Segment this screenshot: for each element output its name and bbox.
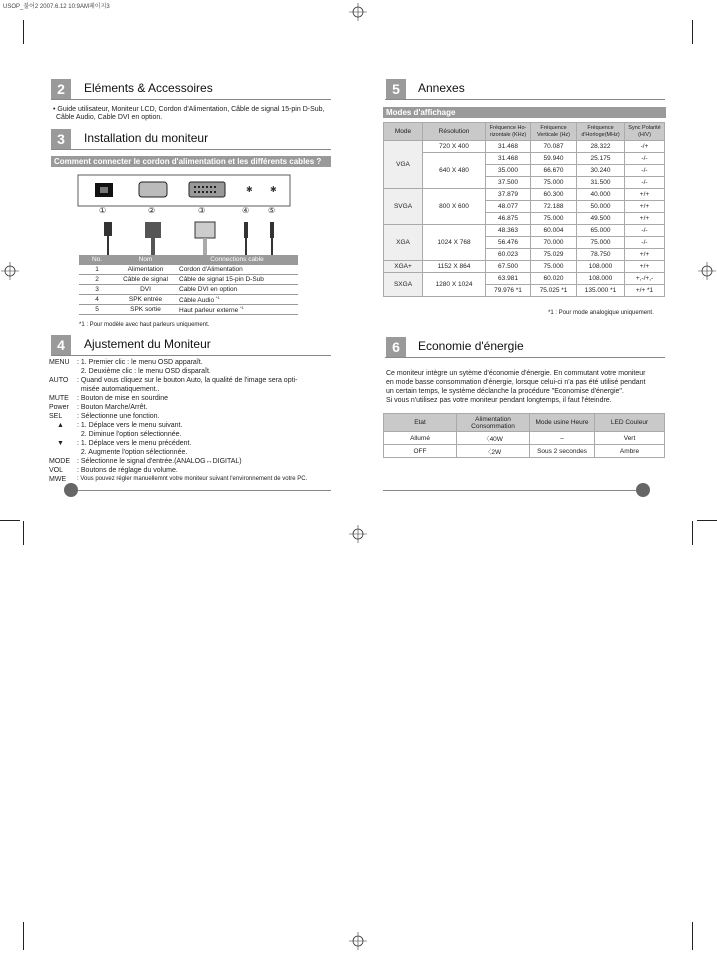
table-row: VGA 720 X 400 31.468 70.087 28.322 -/+: [384, 141, 665, 153]
column-header: No.: [79, 255, 115, 265]
column-header: Nom: [115, 255, 176, 265]
section-rule: [51, 355, 331, 356]
registration-mark-icon: [349, 3, 367, 21]
footnote-ref: *1: [240, 305, 244, 311]
table-row: 46.875 75.000 49.500 +/+: [384, 213, 665, 225]
crop-mark: [692, 922, 693, 950]
page-dot: [636, 483, 650, 497]
section-rule: [385, 357, 665, 358]
crop-mark: [697, 520, 717, 521]
energy-text: un certain temps, le système déclanche la procédure "Economise d'énergie".: [386, 388, 624, 395]
crop-mark: [0, 520, 20, 521]
display-modes-table: [383, 122, 665, 297]
table-row: 2 Câble de signal Câble de signal 15-pin D-Sub: [79, 275, 298, 285]
section-number: 6: [386, 337, 406, 357]
table-row: OFF 〈2W Sous 2 secondes Ambre: [384, 445, 665, 458]
column-header: Résolution: [423, 123, 486, 141]
table-row: 4 SPK entrée Câble Audio $^{*1}$: [79, 295, 298, 305]
column-header: Connections cable: [176, 255, 298, 265]
file-slug: USOP_불어2 2007.6.12 10:9AM페이지3: [3, 4, 110, 10]
energy-text: en mode basse consommation d'énergie, lorsque celui-ci n'a pas été utilisé pendant: [386, 379, 646, 386]
section-number: 5: [386, 79, 406, 99]
section-number: 4: [51, 335, 71, 355]
column-header: Mode: [384, 123, 423, 141]
svg-text:✱: ✱: [270, 185, 277, 194]
energy-text: Si vous n'utilisez pas votre moniteur pendant longtemps, il faut l'éteindre.: [386, 397, 612, 404]
accessories-text: • Guide utilisateur, Moniteur LCD, Cordon d'Alimentation, Câble de signal 15-pin D-Sub,: [53, 106, 325, 113]
footer-rule: [78, 490, 331, 491]
section-rule: [385, 99, 665, 100]
registration-mark-icon: [349, 525, 367, 543]
section-title: Eléments & Accessoires: [84, 81, 213, 95]
column-header: Fréquence Verticale (Hz): [531, 123, 577, 141]
table-row: Allumé 〈40W – Vert: [384, 432, 665, 445]
table-row: 640 X 480 31.468 59.940 25.175 -/-: [384, 153, 665, 165]
section-number: 2: [51, 79, 71, 99]
table-row: XGA+ 1152 X 864 67.500 75.000 108.000 +/+: [384, 261, 665, 273]
connector-marker: ③: [198, 206, 206, 215]
table-row: 35.000 66.670 30.240 -/-: [384, 165, 665, 177]
up-arrow-icon: ▲: [57, 422, 64, 429]
column-header: Fréquence Ho-rizontale (KHz): [486, 123, 531, 141]
table-row: 79.976 *1 75.025 *1 135.000 *1 +/+ *1: [384, 285, 665, 297]
column-header: Sync Polarité (H/V): [625, 123, 665, 141]
section-title: Ajustement du Moniteur: [84, 337, 211, 351]
crop-mark: [23, 20, 24, 44]
table-row: SVGA 800 X 600 37.879 60.300 40.000 +/+: [384, 189, 665, 201]
column-header: Fréquence d'Horloge(MHz): [577, 123, 625, 141]
section-title: Economie d'énergie: [418, 339, 524, 353]
column-header: Mode usine Heure: [530, 414, 595, 432]
registration-mark-icon: [698, 262, 716, 280]
column-header: LED Couleur: [595, 414, 665, 432]
section-title: Installation du moniteur: [84, 131, 209, 145]
table-row: XGA 1024 X 768 48.363 60.004 65.000 -/-: [384, 225, 665, 237]
crop-mark: [692, 20, 693, 44]
registration-mark-icon: [349, 932, 367, 950]
registration-mark-icon: [1, 262, 19, 280]
section-title: Annexes: [418, 81, 465, 95]
connector-marker: ④: [242, 206, 250, 215]
energy-text: Ce moniteur intègre un sytème d'économie d'énergie. En commutant votre moniteur: [386, 370, 646, 377]
connector-marker: ②: [148, 206, 156, 215]
accessories-text: Câble Audio, Cable DVI en option.: [56, 114, 163, 121]
energy-table: [383, 413, 665, 458]
footnote-ref: *1: [215, 295, 220, 300]
table-row: 3 DVI Cable DVI en option: [79, 285, 298, 295]
adjustment-list: MENU : 1. Premier clic : le menu OSD apparaît. 2. Deuxième clic : le menu OSD disparaît. AUTO : Quand vous cliquez sur le bouton Auto, la qualité de l'image sera opti- misée automatiquement.. MUTE : Bouton de mise en sourdine Power : Bouton Marche/Arrêt. SEL : Sélectionne une fonction. ▲ : 1. Déplace vers le menu suivant. 2. Diminue l'option sélectionnée. ▼ : 1. Déplace vers le menu précédent. 2. Augmente l'option sélectionnée. MODE : Sélectionne le signal d'entrée.(ANALOG↔DIGITAL) VOL : Boutons de réglage du volume. MWE : Vous pouvez régler manuellemnt votre moniteur suivant l'environnement de votre PC.: [49, 359, 308, 483]
connection-diagram: [51, 170, 331, 266]
section-number: 3: [51, 129, 71, 149]
footer-rule: [383, 490, 636, 491]
svg-text:✱: ✱: [246, 185, 253, 194]
crop-mark: [23, 521, 24, 545]
column-header: Etat: [384, 414, 457, 432]
crop-mark: [23, 922, 24, 950]
connector-marker: ①: [99, 206, 107, 215]
footnote: *1 : Pour mode analogique uniquement.: [548, 310, 654, 316]
table-row: SXGA 1280 X 1024 63.981 60.020 108.000 +,-/+,-: [384, 273, 665, 285]
footnote: *1 : Pour modèle avec haut parleurs uniquement.: [79, 322, 210, 328]
subsection-bar: Comment connecter le cordon d'alimentation et les différents cables ?: [51, 156, 331, 167]
table-row: 5 SPK sortie Haut parleur externe $^{*1}$: [79, 305, 298, 315]
down-arrow-icon: ▼: [57, 440, 64, 447]
table-row: 1 Alimentation Cordon d'Alimentation: [79, 265, 298, 275]
crop-mark: [692, 521, 693, 545]
connections-table: [79, 255, 298, 315]
table-row: 60.023 75.029 78.750 +/+: [384, 249, 665, 261]
table-row: 56.476 70.000 75.000 -/-: [384, 237, 665, 249]
column-header: Alimentation Consommation: [457, 414, 530, 432]
section-rule: [51, 149, 331, 150]
page-dot: [64, 483, 78, 497]
subsection-bar: Modes d'affichage: [383, 107, 666, 118]
section-rule: [51, 99, 331, 100]
table-row: 37.500 75.000 31.500 -/-: [384, 177, 665, 189]
connector-marker: ⑤: [268, 206, 276, 215]
table-row: 48.077 72.188 50.000 +/+: [384, 201, 665, 213]
